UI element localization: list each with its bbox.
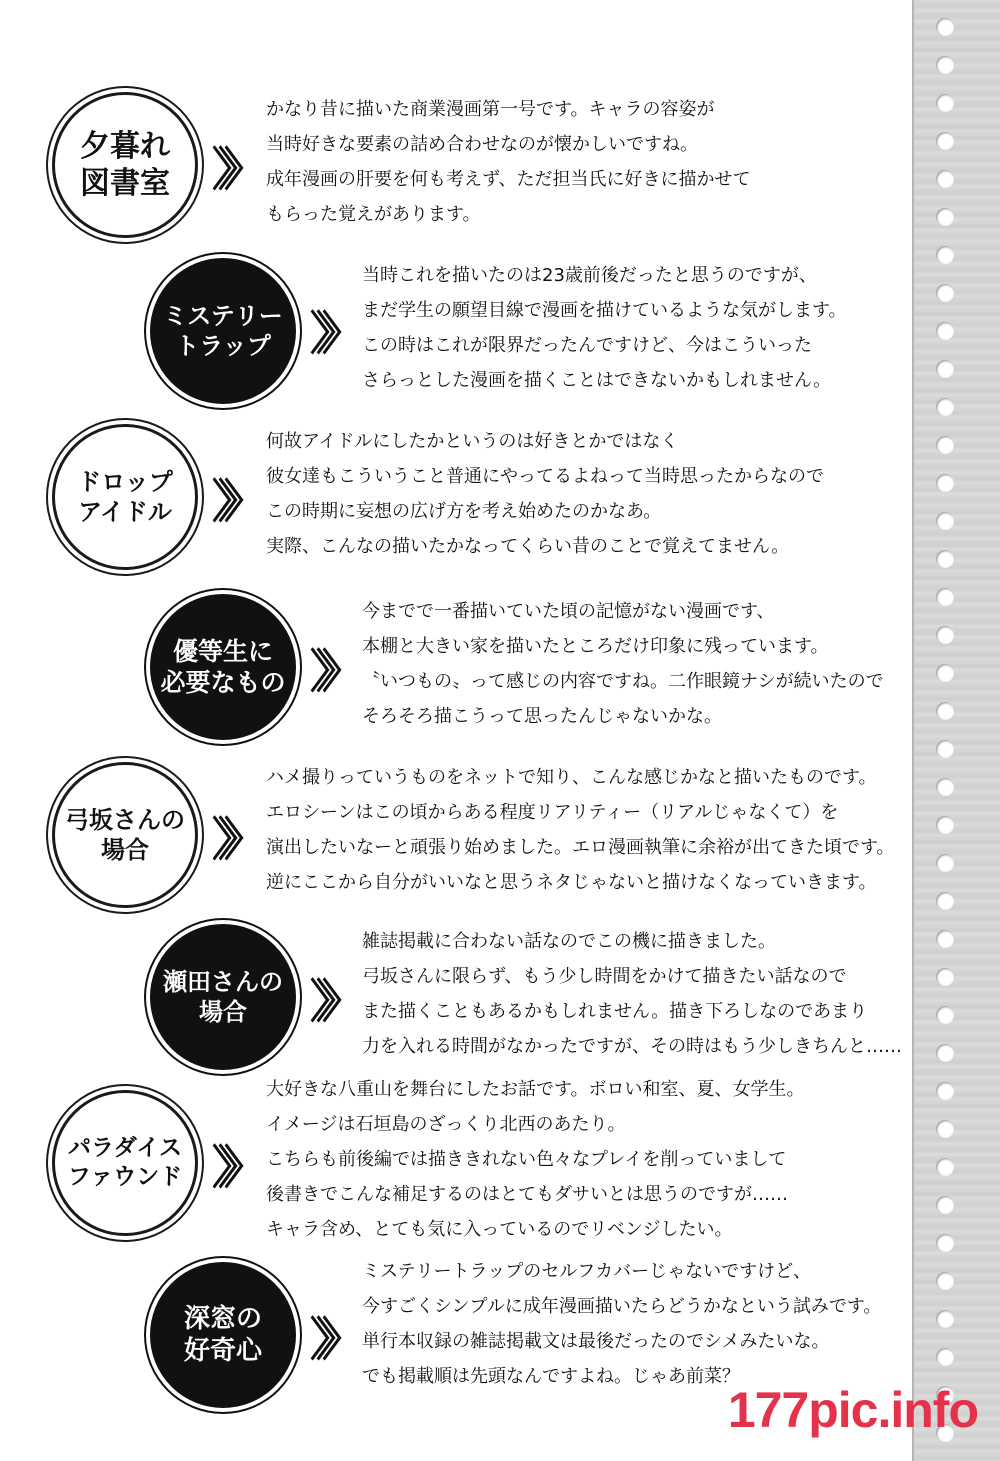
title-line: 深窓の (183, 1303, 262, 1334)
binding-hole (936, 550, 954, 568)
chevron-arrow-icon: 〉〉〉 (212, 814, 250, 867)
entry-mystery-trap (0, 246, 912, 406)
text-line: 後書きでこんな補足するのはとてもダサいとは思うのですが…… (266, 1184, 788, 1205)
binding-hole (936, 208, 954, 226)
binding-hole (936, 968, 954, 986)
binding-hole (936, 854, 954, 872)
title-line: ドロップ (77, 467, 173, 496)
binding-hole (936, 284, 954, 302)
text-line: ミステリートラップのセルフカバーじゃないですけど、 (362, 1261, 812, 1282)
text-line: 当時これを描いたのは23歳前後だったと思うのですが、 (362, 265, 817, 286)
chevron-arrow-icon: 〉〉〉 (310, 308, 348, 361)
text-line: 〝いつもの〟って感じの内容ですね。二作眼鏡ナシが続いたので (362, 671, 884, 692)
text-line: 当時好きな要素の詰め合わせなのが懐かしいですね。 (266, 134, 698, 155)
title-line: 瀬田さんの (163, 967, 283, 996)
binding-hole (936, 94, 954, 112)
binding-hole (936, 778, 954, 796)
binding-hole (936, 702, 954, 720)
text-line: 何故アイドルにしたかというのは好きとかではなく (266, 431, 679, 452)
binding-hole (936, 664, 954, 682)
text-line: 今までで一番描いていた頃の記憶がない漫画です、 (362, 601, 775, 622)
entry-drop-idol (0, 412, 912, 572)
title-badge (150, 1262, 296, 1408)
title-line: 図書室 (80, 166, 170, 201)
binding-hole (936, 322, 954, 340)
title-badge (52, 92, 198, 238)
binding-hole (936, 398, 954, 416)
binding-hole (936, 626, 954, 644)
binding-hole (936, 740, 954, 758)
text-line: この時はこれが限界だったんですけど、今はこういった (362, 335, 812, 356)
binding-hole (936, 56, 954, 74)
entry-text (362, 924, 902, 1064)
text-line: ハメ撮りっていうものをネットで知り、こんな感じかなと描いたものです。 (266, 767, 877, 788)
text-line: エロシーンはこの頃からある程度リアリティー（リアルじゃなくて）を (266, 802, 839, 823)
text-line: こちらも前後編では描ききれない色々なプレイを削っていまして (266, 1149, 787, 1170)
title-line: アイドル (78, 497, 172, 526)
binding-hole (936, 474, 954, 492)
text-line: 逆にここから自分がいいなと思うネタじゃないと描けなくなっていきます。 (266, 872, 877, 893)
text-line: 雑誌掲載に合わない話なのでこの機に描きました。 (362, 931, 776, 952)
binding-hole (936, 246, 954, 264)
notebook-binding-strip (912, 0, 1000, 1461)
entry-text (266, 92, 751, 232)
title-line: ファウンド (67, 1163, 183, 1190)
title-line: トラップ (175, 331, 271, 360)
entry-text (266, 760, 895, 900)
binding-hole (936, 1196, 954, 1214)
entry-text (266, 424, 824, 564)
binding-hole (936, 1158, 954, 1176)
title-line: ミステリー (163, 301, 283, 330)
binding-hole (936, 1082, 954, 1100)
text-line: 単行本収録の雑誌掲載文は最後だったのでシメみたいな。 (362, 1331, 830, 1352)
chevron-arrow-icon: 〉〉〉 (310, 646, 348, 699)
text-line: でも掲載順は先頭なんですよね。じゃあ前菜？ (362, 1366, 740, 1387)
title-badge (52, 1090, 198, 1236)
title-badge (150, 258, 296, 404)
text-line: 力を入れる時間がなかったですが、その時はもう少しきちんと…… (362, 1036, 902, 1057)
entry-yumisaka (0, 750, 912, 910)
binding-hole (936, 1272, 954, 1290)
binding-hole (936, 1348, 954, 1366)
binding-hole (936, 436, 954, 454)
text-line: また描くこともあるかもしれません。描き下ろしなのであまり (362, 1001, 868, 1022)
entry-yuugure-toshoshitsu (0, 80, 912, 240)
entry-text (266, 1072, 805, 1247)
binding-hole (936, 588, 954, 606)
entry-yuutousei (0, 582, 912, 742)
entry-text (362, 1254, 881, 1394)
entry-paradise-found (0, 1072, 912, 1252)
binding-hole (936, 512, 954, 530)
chevron-arrow-icon: 〉〉〉 (310, 976, 348, 1029)
title-line: 優等生に (172, 636, 273, 666)
title-line: 場合 (101, 835, 149, 864)
text-line: イメージは石垣島のざっくり北西のあたり。 (266, 1114, 626, 1135)
binding-hole (936, 1044, 954, 1062)
entry-text (362, 594, 884, 734)
text-line: まだ学生の願望目線で漫画を描けているような気がします。 (362, 300, 847, 321)
text-line: 成年漫画の肝要を何も考えず、ただ担当氏に好きに描かせて (266, 169, 751, 190)
binding-hole (936, 892, 954, 910)
chevron-arrow-icon: 〉〉〉 (212, 1142, 250, 1195)
text-line: そろそろ描こうって思ったんじゃないかな。 (362, 706, 722, 727)
binding-hole (936, 170, 954, 188)
text-line: 演出したいなーと頑張り始めました。エロ漫画執筆に余裕が出てきた頃です。 (266, 837, 895, 858)
title-line: 必要なもの (160, 668, 286, 697)
text-line: もらった覚えがあります。 (266, 204, 481, 225)
title-line: 好奇心 (183, 1336, 262, 1366)
binding-hole (936, 18, 954, 36)
chevron-arrow-icon: 〉〉〉 (310, 1314, 348, 1367)
text-line: この時期に妄想の広げ方を考え始めたのかなあ。 (266, 501, 662, 522)
chevron-arrow-icon: 〉〉〉 (212, 144, 250, 197)
binding-hole (936, 816, 954, 834)
text-line: 本棚と大きい家を描いたところだけ印象に残っています。 (362, 636, 829, 657)
title-line: 夕暮れ (80, 128, 170, 164)
text-line: 今すごくシンプルに成年漫画描いたらどうかなという試みです。 (362, 1296, 882, 1317)
title-line: 場合 (199, 997, 247, 1026)
text-line: 実際、こんなの描いたかなってくらい昔のことで覚えてません。 (266, 536, 790, 557)
binding-hole (936, 1006, 954, 1024)
chevron-arrow-icon: 〉〉〉 (212, 476, 250, 529)
binding-hole (936, 1310, 954, 1328)
binding-hole (936, 360, 954, 378)
entry-seta (0, 912, 912, 1072)
text-line: さらっとした漫画を描くことはできないかもしれません。 (362, 370, 832, 391)
text-line: かなり昔に描いた商業漫画第一号です。キャラの容姿が (266, 99, 715, 120)
title-badge (150, 924, 296, 1070)
binding-hole (936, 1120, 954, 1138)
title-badge (52, 424, 198, 570)
binding-hole (936, 132, 954, 150)
title-line: 弓坂さんの (65, 805, 185, 834)
text-line: 弓坂さんに限らず、もう少し時間をかけて描きたい話なので (362, 966, 847, 987)
binding-hole (936, 930, 954, 948)
title-badge (150, 594, 296, 740)
title-badge (52, 762, 198, 908)
binding-hole (936, 1234, 954, 1252)
watermark: 177pic.info (727, 1382, 978, 1438)
entry-text (362, 258, 847, 398)
title-line: パラダイス (67, 1134, 183, 1162)
text-line: 大好きな八重山を舞台にしたお話です。ボロい和室、夏、女学生。 (266, 1079, 805, 1100)
text-line: キャラ含め、とても気に入っているのでリベンジしたい。 (266, 1219, 733, 1240)
text-line: 彼女達もこういうこと普通にやってるよねって当時思ったからなので (266, 466, 824, 487)
